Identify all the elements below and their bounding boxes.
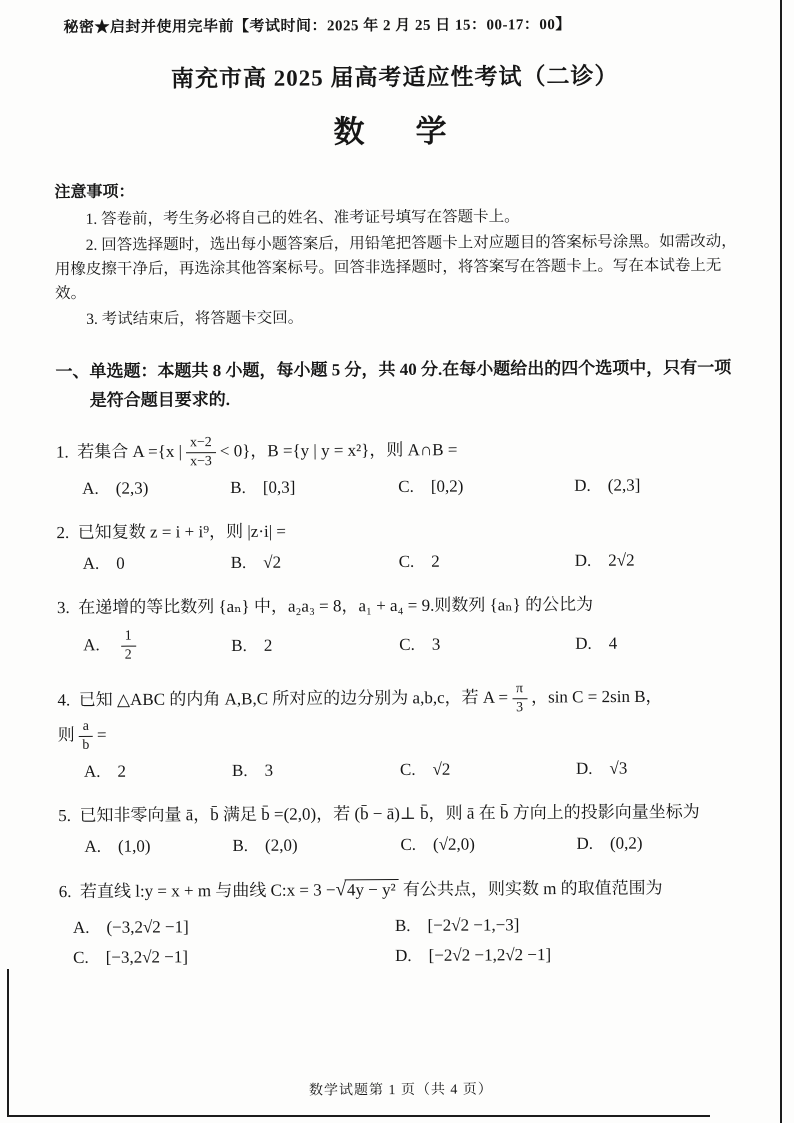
fraction bbox=[79, 719, 93, 754]
scan-edge-right bbox=[780, 0, 782, 1123]
question-6 bbox=[59, 873, 742, 968]
option-a: A. 0 bbox=[82, 553, 125, 573]
option-c: C. (√2,0) bbox=[400, 834, 475, 855]
option-d: D. √3 bbox=[575, 758, 628, 779]
fraction bbox=[121, 629, 136, 664]
question-1-post: < 0}，B ={y | y = x²}，则 A∩B = bbox=[219, 439, 458, 461]
question-6-post: 有公共点，则实数 m 的取值范围为 bbox=[398, 878, 663, 900]
section-1-heading: 一、单选题：本题共 8 小题，每小题 5 分，共 40 分.在每小题给出的四个选项中，只有一项是符合题目要求的. bbox=[55, 357, 732, 410]
exam-title: 南充市高 2025 届高考适应性考试（二诊） bbox=[170, 63, 619, 92]
scan-edge-left bbox=[7, 969, 9, 1117]
option-a: A. (2,3) bbox=[82, 478, 149, 498]
fraction-numerator: x−2 bbox=[186, 435, 216, 453]
option-a: A. (−3,2√2 −1] bbox=[72, 917, 189, 937]
question-6-options-row1 bbox=[59, 914, 741, 938]
option-d: D. [−2√2 −1,2√2 −1] bbox=[395, 944, 552, 965]
question-2-text: 2. 已知复数 z = i + i⁹，则 |z·i| = bbox=[56, 521, 286, 542]
option-b: B. √2 bbox=[230, 552, 282, 572]
question-3 bbox=[57, 590, 739, 664]
question-2-options bbox=[57, 550, 739, 574]
square-root bbox=[335, 880, 398, 899]
radical-sign: √ bbox=[335, 879, 347, 901]
question-4-pre: 4. 已知 △ABC 的内角 A,B,C 所对应的边分别为 a,b,c，若 A = bbox=[57, 687, 509, 710]
fraction-denominator: x−3 bbox=[190, 453, 212, 469]
option-d: D. (0,2) bbox=[576, 833, 643, 854]
option-d: D. 2√2 bbox=[574, 550, 635, 570]
option-c: C. √2 bbox=[399, 759, 451, 780]
question-4-line2-pre: 则 bbox=[57, 725, 75, 745]
fraction-denominator: 3 bbox=[516, 700, 524, 716]
question-4 bbox=[57, 680, 740, 782]
security-header-line: 秘密★启封并使用完毕前【考试时间：2025 年 2 月 25 日 15：00-17：00】 bbox=[63, 16, 571, 37]
question-4-line2-post: = bbox=[96, 725, 107, 745]
notice-heading: 注意事项： bbox=[54, 183, 135, 202]
option-d: D. 4 bbox=[575, 633, 618, 653]
option-b: B. 3 bbox=[231, 760, 274, 781]
option-d: D. (2,3] bbox=[574, 475, 641, 495]
option-c: C. 2 bbox=[398, 551, 440, 571]
exam-subject: 数 学 bbox=[333, 113, 457, 150]
question-1-text bbox=[56, 432, 738, 471]
question-1-pre: 1. 若集合 A ={x | bbox=[55, 441, 183, 462]
question-6-pre: 6. 若直线 l:y = x + m 与曲线 C:x = 3 − bbox=[58, 880, 336, 902]
fraction-numerator: π bbox=[512, 681, 527, 699]
option-b: B. [0,3] bbox=[230, 477, 296, 497]
question-1 bbox=[56, 432, 738, 499]
question-6-text bbox=[59, 873, 741, 908]
notice-item-2: 2. 回答选择题时，选出每小题答案后，用铅笔把答题卡上对应题目的答案标号涂黑。如需改动，用橡皮擦干净后，再选涂其他答案标号。回答非选择题时，将答案写在答题卡上。写在本试卷上无效。 bbox=[54, 232, 737, 302]
fraction-denominator: b bbox=[82, 738, 90, 754]
question-6-options-row2 bbox=[59, 944, 741, 968]
notice-section bbox=[54, 177, 737, 332]
question-4-mid: ，sin C = 2sin B， bbox=[531, 686, 663, 707]
option-b: B. [−2√2 −1,−3] bbox=[394, 915, 520, 935]
question-5 bbox=[58, 798, 740, 857]
option-a: A. 2 bbox=[83, 761, 127, 782]
question-3-options bbox=[57, 625, 739, 664]
radicand: 4y − y² bbox=[345, 879, 399, 899]
option-a: A. (1,0) bbox=[84, 836, 151, 857]
notice-item-1: 1. 答卷前，考生务必将自己的姓名、准考证号填写在答题卡上。 bbox=[85, 208, 520, 228]
option-c: C. [−3,2√2 −1] bbox=[73, 947, 189, 967]
question-5-options bbox=[58, 833, 740, 857]
fraction bbox=[512, 681, 527, 716]
option-c: C. [0,2) bbox=[398, 476, 464, 496]
fraction-denominator: 2 bbox=[124, 647, 132, 663]
option-a-label: A. bbox=[83, 635, 117, 655]
question-4-text-line2 bbox=[58, 715, 740, 754]
fraction-numerator: a bbox=[79, 719, 93, 737]
question-4-options bbox=[58, 758, 740, 782]
option-b: B. 2 bbox=[231, 635, 273, 655]
scan-edge-bottom bbox=[8, 1115, 710, 1117]
question-1-options bbox=[56, 475, 738, 499]
fraction bbox=[186, 435, 216, 470]
question-2 bbox=[56, 515, 738, 574]
question-4-text-line1 bbox=[57, 680, 739, 719]
fraction-numerator: 1 bbox=[121, 629, 136, 647]
option-a bbox=[83, 628, 231, 664]
option-c: C. 3 bbox=[399, 634, 441, 654]
option-b: B. (2,0) bbox=[232, 835, 298, 856]
notice-item-3: 3. 考试结束后，将答题卡交回。 bbox=[86, 309, 304, 328]
question-3-text: 3. 在递增的等比数列 {aₙ} 中，a₂a₃ = 8，a₁ + a₄ = 9.则数列 {aₙ} 的公比为 bbox=[56, 594, 594, 617]
page-footer: 数学试题第 1 页（共 4 页） bbox=[308, 1082, 493, 1099]
question-5-text: 5. 已知非零向量 ā，b̄ 满足 b̄ =(2,0)，若 (b̄ − ā)⊥ b̄，则 ā 在 b̄ 方向上的投影向量坐标为 bbox=[58, 802, 700, 826]
